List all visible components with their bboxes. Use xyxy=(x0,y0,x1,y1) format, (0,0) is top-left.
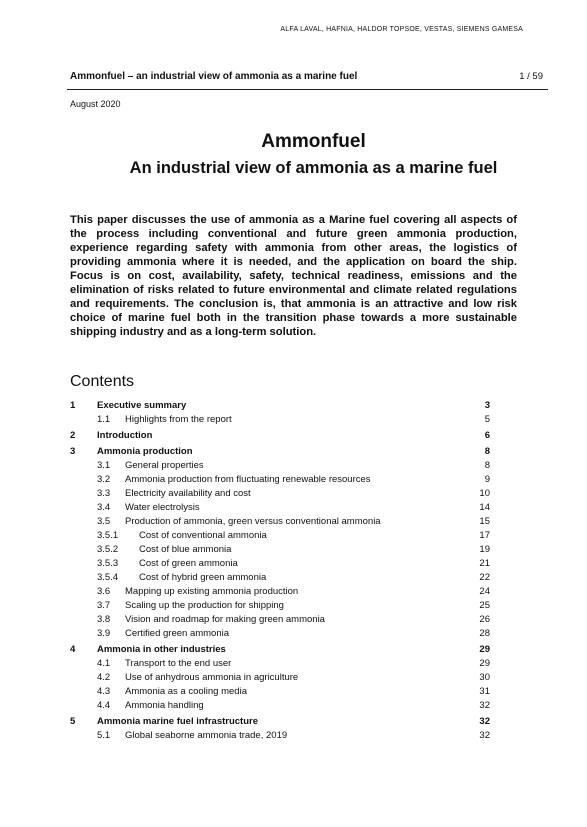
toc-entry-page: 24 xyxy=(479,586,490,597)
toc-entry-page: 21 xyxy=(479,558,490,569)
toc-entry[interactable] xyxy=(70,599,490,613)
toc-entry-number: 3.8 xyxy=(97,614,111,625)
toc-entry-number: 4.1 xyxy=(97,658,111,669)
document-subtitle: An industrial view of ammonia as a marine fuel xyxy=(129,159,498,177)
toc-entry-number: 3 xyxy=(70,446,76,457)
toc-entry-number: 3.5.1 xyxy=(97,530,119,541)
toc-entry-page: 32 xyxy=(479,716,490,727)
header-divider xyxy=(67,89,548,90)
toc-entry-label: Transport to the end user xyxy=(125,658,232,669)
toc-entry[interactable] xyxy=(70,585,490,599)
table-of-contents xyxy=(70,397,490,743)
toc-entry-number: 4 xyxy=(70,644,76,655)
toc-entry-label: Certified green ammonia xyxy=(125,628,230,639)
toc-entry[interactable] xyxy=(70,529,490,543)
toc-entry[interactable] xyxy=(70,515,490,529)
publication-date: August 2020 xyxy=(70,99,121,109)
toc-entry[interactable] xyxy=(70,413,490,427)
toc-entry-number: 4.2 xyxy=(97,672,111,683)
toc-entry-number: 1 xyxy=(70,400,76,411)
toc-entry-page: 28 xyxy=(479,628,490,639)
toc-entry[interactable] xyxy=(70,627,490,641)
toc-entry-number: 1.1 xyxy=(97,414,111,425)
toc-entry-label: Cost of hybrid green ammonia xyxy=(139,572,267,583)
toc-entry-label: Cost of blue ammonia xyxy=(139,544,232,555)
toc-entry-page: 9 xyxy=(484,474,490,485)
toc-entry-label: Electricity availability and cost xyxy=(125,488,251,499)
toc-entry-number: 2 xyxy=(70,430,76,441)
toc-entry[interactable] xyxy=(70,557,490,571)
toc-entry-number: 3.1 xyxy=(97,460,111,471)
toc-entry-number: 3.5.3 xyxy=(97,558,119,569)
toc-entry-page: 22 xyxy=(479,572,490,583)
toc-entry-number: 3.6 xyxy=(97,586,111,597)
toc-entry-label: Mapping up existing ammonia production xyxy=(125,586,299,597)
toc-entry[interactable] xyxy=(70,473,490,487)
toc-entry[interactable] xyxy=(70,459,490,473)
toc-entry-page: 6 xyxy=(484,430,490,441)
toc-entry[interactable] xyxy=(70,729,490,743)
toc-entry-page: 29 xyxy=(479,644,490,655)
contents-heading: Contents xyxy=(70,373,135,390)
toc-entry-number: 5.1 xyxy=(97,730,111,741)
toc-entry[interactable] xyxy=(70,671,490,685)
toc-entry-label: Production of ammonia, green versus conventional ammonia xyxy=(125,516,381,527)
toc-entry-number: 4.4 xyxy=(97,700,111,711)
toc-entry-page: 30 xyxy=(479,672,490,683)
toc-entry-number: 5 xyxy=(70,716,76,727)
toc-entry-page: 14 xyxy=(479,502,490,513)
toc-entry-number: 3.5 xyxy=(97,516,111,527)
toc-entry[interactable] xyxy=(70,571,490,585)
toc-entry-page: 19 xyxy=(479,544,490,555)
toc-entry-page: 10 xyxy=(479,488,490,499)
toc-entry[interactable] xyxy=(70,428,490,443)
toc-entry-page: 8 xyxy=(484,446,490,457)
toc-entry-label: Ammonia as a cooling media xyxy=(125,686,247,697)
toc-entry-page: 31 xyxy=(479,686,490,697)
toc-entry-number: 3.9 xyxy=(97,628,111,639)
toc-entry[interactable] xyxy=(70,699,490,713)
toc-entry[interactable] xyxy=(70,501,490,515)
toc-entry-label: Ammonia marine fuel infrastructure xyxy=(97,716,259,727)
toc-entry-page: 29 xyxy=(479,658,490,669)
toc-entry[interactable] xyxy=(70,543,490,557)
toc-entry-page: 5 xyxy=(484,414,490,425)
toc-entry-label: Ammonia production xyxy=(97,446,193,457)
toc-entry[interactable] xyxy=(70,642,490,657)
toc-entry-page: 25 xyxy=(479,600,490,611)
toc-entry[interactable] xyxy=(70,398,490,413)
toc-entry-label: Water electrolysis xyxy=(125,502,200,513)
toc-entry-label: Cost of green ammonia xyxy=(139,558,238,569)
toc-entry-page: 8 xyxy=(484,460,490,471)
toc-entry-label: Executive summary xyxy=(97,400,187,411)
toc-entry-page: 32 xyxy=(479,730,490,741)
toc-entry-page: 17 xyxy=(479,530,490,541)
page-number: 1 / 59 xyxy=(519,71,543,82)
toc-entry-label: Cost of conventional ammonia xyxy=(139,530,267,541)
toc-entry-page: 3 xyxy=(484,400,490,411)
toc-entry-label: Ammonia in other industries xyxy=(97,644,226,655)
toc-entry-page: 32 xyxy=(479,700,490,711)
toc-entry-number: 3.4 xyxy=(97,502,111,513)
toc-entry[interactable] xyxy=(70,657,490,671)
document-title: Ammonfuel xyxy=(261,131,366,152)
toc-entry-label: General properties xyxy=(125,460,204,471)
toc-entry[interactable] xyxy=(70,685,490,699)
toc-entry-number: 3.5.2 xyxy=(97,544,119,555)
toc-entry[interactable] xyxy=(70,613,490,627)
company-list: ALFA LAVAL, HAFNIA, HALDOR TOPSOE, VESTAS, SIEMENS GAMESA xyxy=(280,26,523,33)
running-header-title: Ammonfuel – an industrial view of ammonia as a marine fuel xyxy=(70,71,358,82)
toc-entry-number: 3.3 xyxy=(97,488,111,499)
toc-entry-page: 15 xyxy=(479,516,490,527)
toc-entry-number: 3.7 xyxy=(97,600,111,611)
toc-entry-number: 3.5.4 xyxy=(97,572,119,583)
toc-entry-label: Ammonia production from fluctuating renewable resources xyxy=(125,474,371,485)
toc-entry-label: Ammonia handling xyxy=(125,700,204,711)
toc-entry[interactable] xyxy=(70,487,490,501)
toc-entry-label: Scaling up the production for shipping xyxy=(125,600,284,611)
toc-entry-number: 4.3 xyxy=(97,686,111,697)
toc-entry-label: Introduction xyxy=(97,430,153,441)
toc-entry-page: 26 xyxy=(479,614,490,625)
toc-entry[interactable] xyxy=(70,444,490,459)
abstract-paragraph: This paper discusses the use of ammonia as a Marine fuel covering all aspects of the process including conventional and future green ammonia production, experience regarding safety with ammonia from other areas, the logistics of providing ammonia where it is needed, and the application on board the ship. Focus is on cost, availability, safety, technical readiness, emissions and the elimination of risks related to future environmental and climate related regulations and requirements. The conclusion is, that ammonia is an attractive and low risk choice of marine fuel both in the transition phase towards a more sustainable shipping industry and as a long-term solution. xyxy=(70,214,517,338)
toc-entry-label: Vision and roadmap for making green ammonia xyxy=(125,614,325,625)
toc-entry-label: Global seaborne ammonia trade, 2019 xyxy=(125,730,288,741)
toc-entry-number: 3.2 xyxy=(97,474,111,485)
toc-entry-label: Highlights from the report xyxy=(125,414,232,425)
toc-entry[interactable] xyxy=(70,714,490,729)
toc-entry-label: Use of anhydrous ammonia in agriculture xyxy=(125,672,299,683)
